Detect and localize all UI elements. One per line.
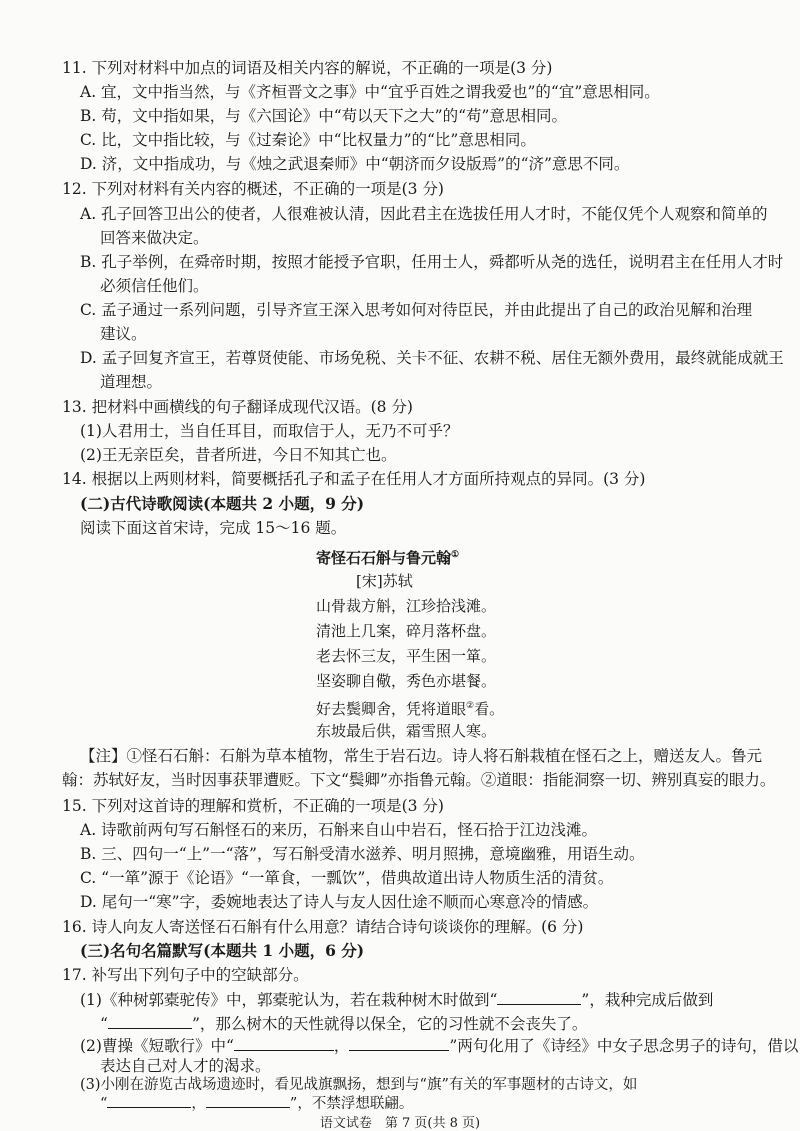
question-17-part-3-cont — [100, 1093, 413, 1114]
question-15-option-a: A. 诗歌前两句写石斛怪石的来历，石斛来自山中岩石，怪石拾于江边浅滩。 — [80, 821, 598, 839]
poem-line-6: 东坡最后供，霜雪照人寒。 — [316, 722, 497, 740]
poem-line-5-note-mark: ② — [466, 701, 475, 711]
question-17-part-2-cont: 表达自己对人才的渴求。 — [100, 1057, 271, 1075]
poem-line-2: 清池上几案，碎月落杯盘。 — [316, 622, 497, 640]
question-13-stem: 13. 把材料中画横线的句子翻译成现代汉语。(8 分) — [62, 398, 413, 416]
question-12-option-a-cont: 回答来做决定。 — [100, 229, 209, 247]
poem-author: [宋]苏轼 — [356, 572, 413, 590]
question-12-option-b: B. 孔子举例，在舜帝时期，按照才能授予官职，任用士人，舜都听从尧的选任，说明君主在任用人才时 — [80, 253, 784, 271]
poem-title: 寄怪石石斛与鲁元翰① — [316, 549, 460, 567]
question-17-part-1-cont: “ ”，那么树木的天性就得以保全，它的习性就不会丧失了。 — [100, 1015, 588, 1033]
poem-notes-cont: 翰：苏轼好友，当时因事获罪遭贬。下文“鬓卿”亦指鲁元翰。②道眼：指能洞察一切、辨别真妄的眼力。 — [62, 771, 776, 789]
answer-blank[interactable] — [206, 1093, 290, 1108]
answer-blank[interactable] — [234, 1036, 334, 1051]
section-2-intro: 阅读下面这首宋诗，完成 15～16 题。 — [80, 519, 347, 537]
poem-line-4: 坚姿聊自儆，秀色亦堪餐。 — [316, 672, 497, 690]
text-segment: “ — [100, 1096, 108, 1112]
answer-blank[interactable] — [349, 1036, 449, 1051]
poem-notes: 【注】①怪石石斛：石斛为草本植物，常生于岩石边。诗人将石斛栽植在怪石之上，赠送友人。鲁元 — [80, 747, 763, 765]
question-15-stem: 15. 下列对这首诗的理解和赏析，不正确的一项是(3 分) — [62, 797, 444, 815]
text-segment: (3)小刚在游览古战场遗迹时，看见战旗飘扬，想到与“旗”有关的军事题材的古诗文，如 — [80, 1077, 638, 1093]
section-2-heading: (二)古代诗歌阅读(本题共 2 小题，9 分) — [80, 494, 365, 513]
section-3-heading: (三)名句名篇默写(本题共 1 小题，6 分) — [80, 941, 365, 960]
question-12-option-d-cont: 道理想。 — [100, 373, 163, 391]
question-11-option-b: B. 苟，文中指如果，与《六国论》中“苟以天下之大”的“苟”意思相同。 — [80, 107, 567, 125]
question-14-stem: 14. 根据以上两则材料，简要概括孔子和孟子在任用人才方面所持观点的异同。(3 分) — [62, 470, 646, 488]
question-12-option-c: C. 孟子通过一系列问题，引导齐宣王深入思考如何对待臣民，并由此提出了自己的政治见解和治理 — [80, 301, 753, 319]
question-15-option-b: B. 三、四句一“上”一“落”，写石斛受清水滋养、明月照拂，意境幽雅，用语生动。 — [80, 845, 645, 863]
poem-title-note-mark: ① — [451, 550, 460, 560]
question-11-option-a: A. 宜，文中指当然，与《齐桓晋文之事》中“宜乎百姓之谓我爱也”的“宜”意思相同。 — [80, 83, 660, 101]
text-segment: ， — [191, 1096, 206, 1112]
poem-line-1: 山骨裁方斛，江珍拾浅滩。 — [316, 597, 497, 615]
question-11-option-c: C. 比，文中指比较，与《过秦论》中“比权量力”的“比”意思相同。 — [80, 131, 536, 149]
question-17-part-3 — [80, 1075, 637, 1095]
question-13-part-1: (1)人君用士，当自任耳目，而取信于人，无乃不可乎？ — [80, 422, 459, 440]
question-15-option-c: C. “一箪”源于《论语》“一箪食，一瓢饮”，借典故道出诗人物质生活的清贫。 — [80, 869, 614, 887]
question-11-option-d: D. 济，文中指成功，与《烛之武退秦师》中“朝济而夕设版焉”的“济”意思不同。 — [80, 155, 630, 173]
text-segment: ”，不禁浮想联翩。 — [289, 1096, 414, 1112]
answer-blank[interactable] — [497, 990, 581, 1005]
question-12-option-a: A. 孔子回答卫出公的使者，人很难被认清，因此君主在选拔任用人才时，不能仅凭个人观察和简单的 — [80, 205, 768, 223]
question-12-option-c-cont: 建议。 — [100, 325, 147, 343]
question-11-stem: 11. 下列对材料中加点的词语及相关内容的解说，不正确的一项是(3 分) — [62, 59, 553, 77]
question-17-part-2: (2)曹操《短歌行》中“ ， ”两句化用了《诗经》中女子思念男子的诗句，借以 — [80, 1037, 799, 1055]
question-16-stem: 16. 诗人向友人寄送怪石石斛有什么用意？请结合诗句谈谈你的理解。(6 分) — [62, 918, 584, 936]
question-12-option-b-cont: 必须信任他们。 — [100, 277, 209, 295]
question-12-stem: 12. 下列对材料有关内容的概述，不正确的一项是(3 分) — [62, 180, 444, 198]
poem-line-3: 老去怀三友，平生困一箪。 — [316, 647, 497, 665]
question-12-option-d: D. 孟子回复齐宣王，若尊贤使能、市场免税、关卡不征、农耕不税、居住无额外费用，最终就能成就王 — [80, 349, 784, 367]
page-footer: 语文试卷 第 7 页(共 8 页) — [319, 1116, 481, 1131]
question-17-part-1: (1)《种树郭橐驼传》中，郭橐驼认为，若在栽种树木时做到“ ”，栽种完成后做到 — [80, 991, 714, 1009]
answer-blank[interactable] — [108, 1014, 192, 1029]
poem-line-5: 好去鬓卿舍，凭将道眼②看。 — [316, 700, 505, 718]
answer-blank[interactable] — [107, 1093, 191, 1108]
question-17-stem: 17. 补写出下列句子中的空缺部分。 — [62, 966, 309, 984]
question-13-part-2: (2)王无亲臣矣，昔者所进，今日不知其亡也。 — [80, 446, 397, 464]
question-15-option-d: D. 尾句一“寒”字，委婉地表达了诗人与友人因仕途不顺而心寒意冷的情感。 — [80, 893, 599, 911]
